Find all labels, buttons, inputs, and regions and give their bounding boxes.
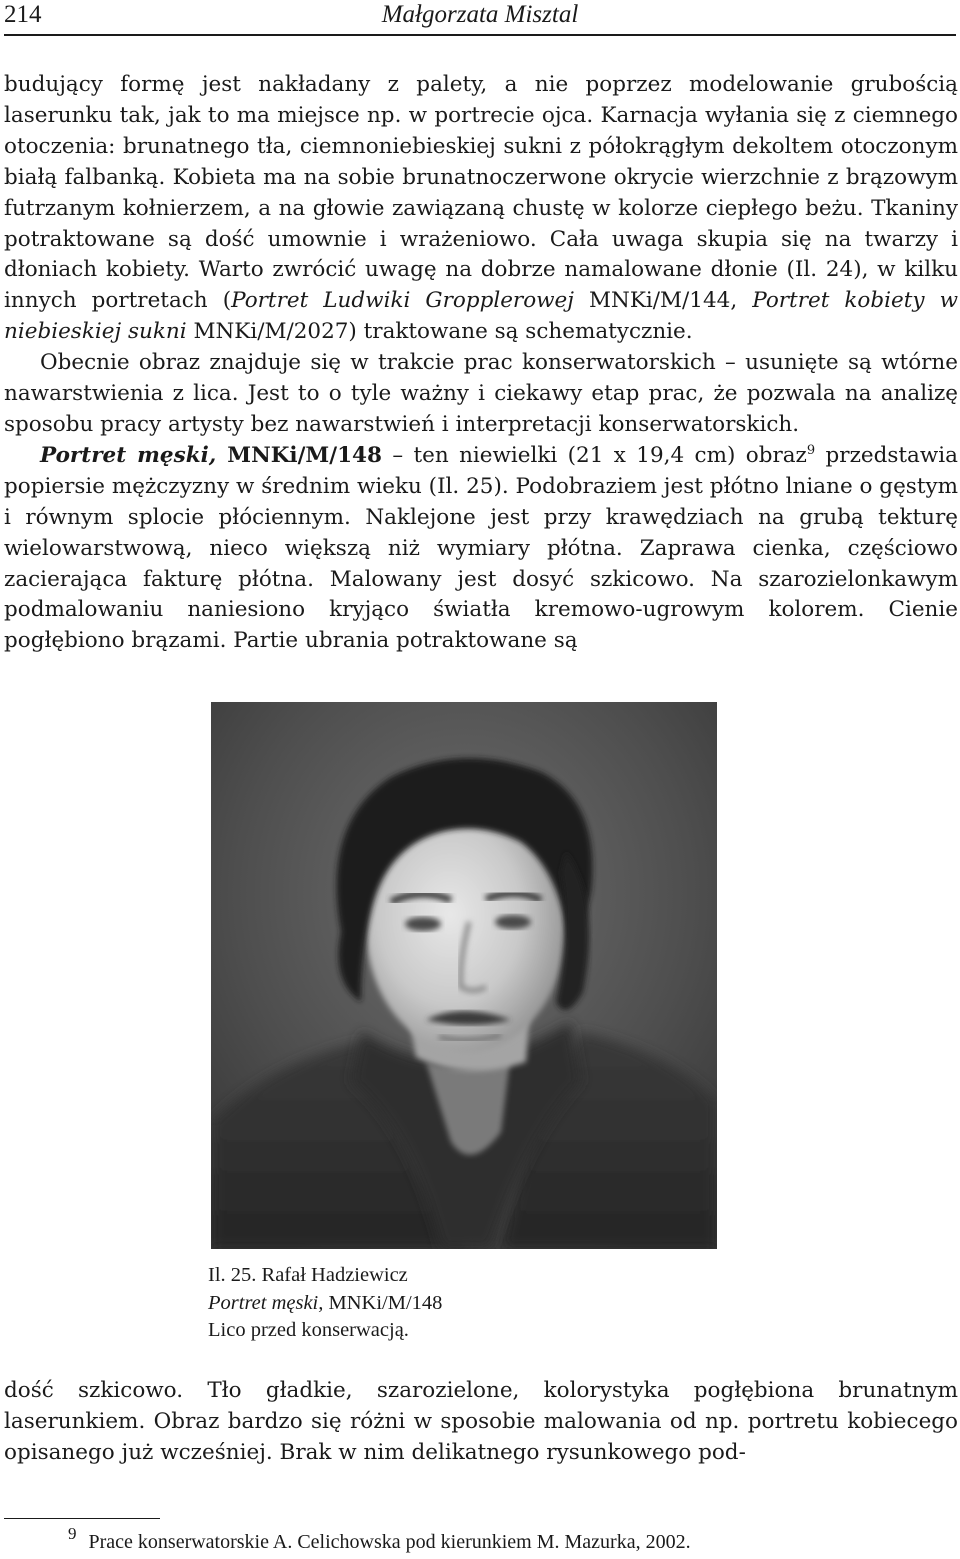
paragraph-1-end: MNKi/​M/2027) traktowane są schematycznie. (186, 319, 693, 345)
page-header (4, 0, 956, 36)
paragraph-4: dość szkicowo. Tło gładkie, szarozielone, kolorystyka pogłębiona brunatnym laserunkiem. Obraz bardzo się różni w sposobie malowania od np. portretu kobiecego opisanego już wcześniej. Brak w nim delikatnego rysunkowego pod- (4, 1378, 958, 1465)
portrait-eye-right (495, 915, 531, 929)
body-text-bottom (4, 1376, 958, 1469)
portrait-eye-left (405, 917, 441, 931)
painting-title: Portret męski, (40, 442, 217, 468)
page-number: 214 (4, 1, 42, 28)
footnote-separator (4, 1518, 160, 1519)
caption-title: Portret męski, (208, 1291, 324, 1314)
paragraph-1-italic-title-2: Portret kobiety w niebieskiej sukni (4, 288, 958, 345)
figure-caption (208, 1262, 442, 1345)
paragraph-1-inventory-1: MNKi/M/144, (573, 288, 753, 314)
running-head-author: Małgorzata Misztal (381, 1, 579, 28)
paragraph-3-text-a: – ten niewielki (21 x 19,4 cm) obraz (381, 442, 807, 468)
body-text-top (4, 70, 958, 657)
footnote-reference: 9 (806, 442, 816, 458)
footnote-text: Prace konserwatorskie A. Celichowska pod kierunkiem M. Mazurka, 2002. (88, 1531, 691, 1553)
portrait-illustration (211, 702, 717, 1249)
paragraph-3-text-b: przedstawia popiersie mężczyzny w średnim wieku (Il. 25). Podobraziem jest płótno lniane o gęstym i równym splocie płóciennym. Naklejone jest przy krawędziach na grubą tekturę wielowarstwową, nieco większą niż wymiary płótna. Zaprawa cienka, częściowo zacierająca fakturę płótna. Malowany jest dosyć szkicowo. Na szarozielonkawym podmalowaniu naniesiono kryjąco światła kremowo-ugrowym kolorem. Cienie pogłębiono brązami. Partie ubrania potraktowane są (4, 442, 958, 654)
caption-line-3: Lico przed konserwacją. (208, 1319, 409, 1341)
caption-inventory: MNKi/M/148 (323, 1291, 443, 1314)
footnote-number: 9 (68, 1524, 77, 1543)
caption-line-1: Il. 25. Rafał Hadziewicz (208, 1264, 408, 1286)
paragraph-1-text: budujący formę jest nakładany z palety, a nie poprzez modelowanie grubością laserunku tak, jak to ma miejsce np. w portrecie ojca. Karnacja wyłania się z ciemnego otoczenia: brunatnego tła, ciemnoniebieskiej sukni z półokrągłym dekoltem otoczonym białą falbanką. Kobieta ma na sobie brunatnoczerwone okrycie wierzchnie z brązowym futrzanym kołnierzem, a na głowie zawiązaną chustę w kolorze ciepłego beżu. Tkaniny potraktowane są dość umownie i wrażeniowo. Cała uwaga skupia się na twarzy i dłoniach kobiety. Warto zwrócić uwagę na dobrze namalowane dłonie (Il. 24), w kilku innych portretach ( (4, 72, 958, 314)
paragraph-2: Obecnie obraz znajduje się w trakcie prac konserwatorskich – usunięte są wtórne nawarstwienia z lica. Jest to o tyle ważny i ciekawy etap prac, że pozwala na analizę sposobu pracy artysty bez nawarstwień i interpretacji konserwatorskich. (4, 350, 958, 437)
paragraph-1 (4, 70, 958, 348)
paragraph-3 (4, 441, 958, 657)
caption-line-2 (208, 1290, 442, 1318)
footnote (68, 1524, 691, 1556)
paragraph-1-italic-title-1: Portret Ludwiki Gropplerowej (231, 288, 574, 314)
painting-inventory: MNKi/M/148 (216, 442, 382, 468)
